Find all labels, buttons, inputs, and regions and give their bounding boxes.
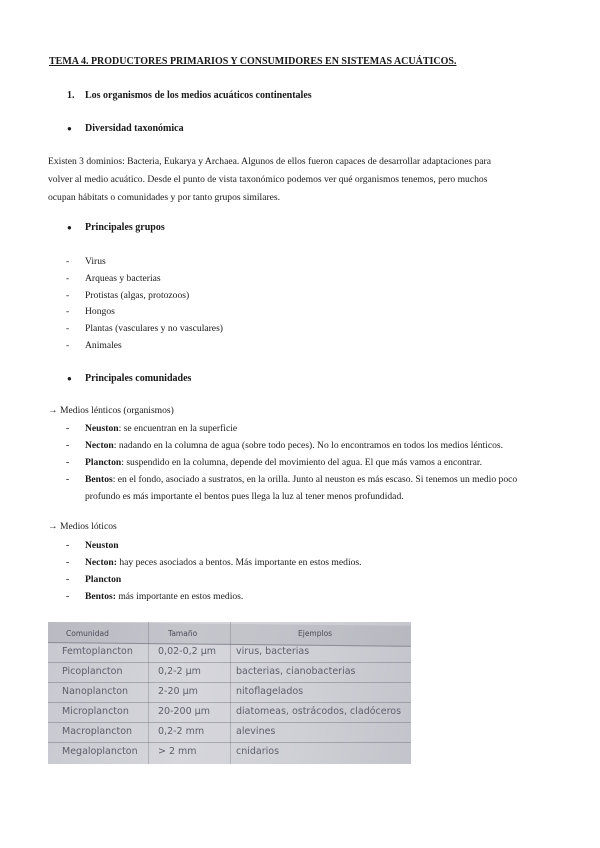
table-cell: Macroplancton [62,726,133,737]
term-text-continued: profundo es más importante el bentos pues llega la luz al tener menos profundidad. [85,491,404,502]
section-label: Los organismos de los medios acuáticos continentales [85,90,312,101]
heading-diversidad [67,123,184,134]
table-cell: Megaloplancton [62,746,138,757]
table-row [48,724,411,743]
table-row [48,644,411,663]
table-cell: 2-20 µm [158,686,198,697]
heading-grupos-label: Principales grupos [85,222,165,233]
table-cell: 0,2-2 µm [158,666,201,677]
list-item [66,437,546,454]
intro-line: Existen 3 dominios: Bacteria, Eukarya y Archaea. Algunos de ellos fueron capaces de desarrollar adaptaciones para [48,156,492,167]
list-item [66,588,546,605]
table-cell: 0,02-0,2 µm [158,646,217,657]
list-item [66,471,546,505]
column-header: Comunidad [66,629,109,638]
term: Plancton [85,457,122,468]
list-item [66,454,546,471]
bullet-icon: ● [67,124,72,133]
table-cell: Femtoplancton [62,646,133,657]
heading-comunidades-label: Principales comunidades [85,373,192,384]
lenticos-list [66,420,546,505]
term: Neuston [85,540,119,551]
list-item: - Plantas (vasculares y no vasculares) [66,321,223,338]
term-text: hay peces asociados a bentos. Más importante en estos medios. [116,557,362,568]
list-item [66,571,546,588]
table-row [48,704,411,723]
table-cell: nitoflagelados [236,686,304,697]
list-item: - Virus [66,254,223,271]
table-row [48,664,411,683]
heading-diversidad-label: Diversidad taxonómica [85,123,184,134]
grupos-list [66,254,223,355]
section-number: 1. [67,90,75,101]
heading-comunidades [67,373,191,384]
lenticos-header: → Medios lénticos (organismos) [48,405,174,416]
table-cell: diatomeas, ostrácodos, cladóceros [236,706,402,717]
table-cell: bacterias, cianobacterias [236,666,356,677]
heading-grupos [67,222,165,233]
table-cell: alevines [236,726,276,737]
table-cell: 0,2-2 mm [158,726,205,737]
term: Plancton [85,574,122,585]
list-item: - Hongos [66,304,223,321]
term-text: : se encuentran en la superficie [118,423,238,434]
term-text: : en el fondo, asociado a sustratos, en la orilla. Junto al neuston es más escaso. Si tenemos un medio poco [112,474,518,485]
table-cell: Picoplancton [62,666,123,677]
list-item: - Arqueas y bacterias [66,271,223,288]
term: Necton [85,440,114,451]
bullet-icon: ● [67,374,72,383]
table-row [48,744,411,762]
loticos-header: → Medios lóticos [48,521,117,532]
list-item: - Animales [66,338,223,355]
table-cell: Microplancton [62,706,129,717]
list-item [66,537,546,554]
term-text: : suspendido en la columna, depende del movimiento del agua. El que más vamos a encontrar. [121,457,482,468]
term: Necton: [85,557,117,568]
table-cell: > 2 mm [158,746,197,757]
term-text: : nadando en la columna de agua (sobre todo peces). No lo encontramos en todos los medios lénticos. [113,440,504,451]
list-item [66,420,546,437]
term-text: más importante en estos medios. [115,591,244,602]
table-cell: Nanoplancton [62,686,129,697]
document-title: TEMA 4. PRODUCTORES PRIMARIOS Y CONSUMIDORES EN SISTEMAS ACUÁTICOS. [49,56,457,67]
table-cell: 20-200 µm [158,706,210,717]
term: Neuston [85,423,119,434]
table-cell: cnidarios [236,746,280,757]
column-header: Ejemplos [298,629,333,638]
list-item: - Protistas (algas, protozoos) [66,288,223,305]
section-heading [67,90,312,101]
term: Bentos: [85,591,116,602]
intro-paragraph [48,153,553,207]
bullet-icon: ● [67,223,72,232]
table-row [48,684,411,703]
intro-line: volver al medio acuático. Desde el punto de vista taxonómico podemos ver qué organismos tenemos, pero muchos [48,174,488,185]
list-item [66,554,546,571]
intro-line: ocupan hábitats o comunidades y por tanto grupos similares. [48,192,281,203]
column-header: Tamaño [168,629,198,638]
loticos-list [66,537,546,605]
table-cell: virus, bacterias [236,646,310,657]
plankton-table-photo [48,622,411,764]
term: Bentos [85,474,113,485]
